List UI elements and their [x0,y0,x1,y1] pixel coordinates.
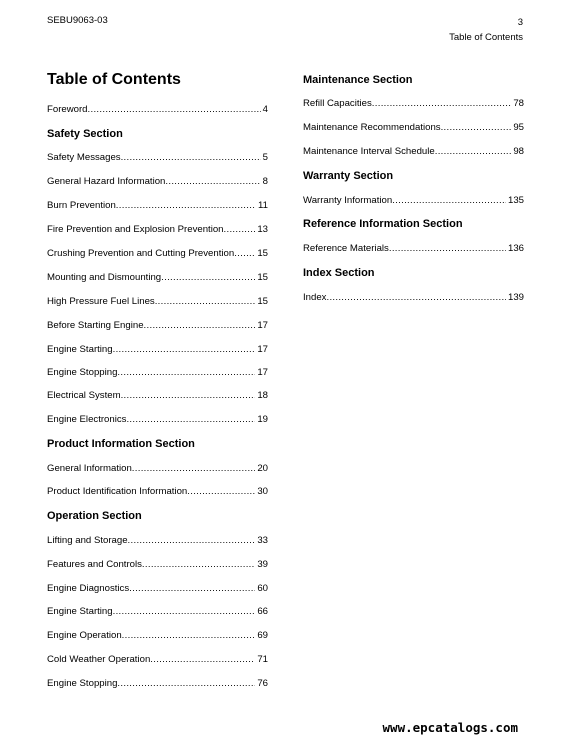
toc-entry [303,98,524,109]
entry-page-number: 135 [507,195,524,206]
entry-title: Engine Starting [47,344,113,355]
dot-leader [234,248,255,259]
entry-page-number: 66 [257,606,268,617]
dot-leader [224,224,256,235]
entry-title: Engine Diagnostics [47,583,130,594]
dot-leader [389,243,506,254]
section-heading: Product Information Section [47,438,195,450]
dot-leader [121,152,261,163]
section-heading: Reference Information Section [303,218,463,230]
entry-page-number: 39 [257,559,268,570]
toc-entry [303,122,524,133]
toc-entry [47,200,268,211]
dot-leader [326,292,506,303]
entry-page-number: 17 [257,320,268,331]
dot-leader [113,606,256,617]
toc-entry [47,559,268,570]
entry-title: Engine Operation [47,630,122,641]
section-heading: Warranty Section [303,170,394,182]
entry-title: Cold Weather Operation [47,654,151,665]
toc-entry [47,486,268,497]
dot-leader [165,176,260,187]
toc-entry [47,272,268,283]
entry-page-number: 98 [513,146,524,157]
toc-entry [47,583,268,594]
entry-page-number: 76 [257,678,268,689]
dot-leader [392,195,506,206]
running-title: Table of Contents [449,32,523,43]
entry-page-number: 18 [257,390,268,401]
entry-title: Engine Stopping [47,678,118,689]
entry-page-number: 60 [257,583,268,594]
entry-page-number: 78 [513,98,524,109]
entry-page-number: 139 [507,292,524,303]
entry-title: Engine Electronics [47,414,127,425]
toc-entry [47,535,268,546]
entry-page-number: 19 [257,414,268,425]
entry-title: Foreword [47,104,88,115]
entry-page-number: 5 [262,152,268,163]
toc-entry [303,243,524,254]
dot-leader [129,583,255,594]
section-heading: Safety Section [47,128,123,140]
dot-leader [161,272,255,283]
entry-page-number: 15 [257,272,268,283]
entry-page-number: 17 [257,367,268,378]
watermark: www.epcatalogs.com [382,720,518,735]
entry-title: Fire Prevention and Explosion Prevention [47,224,224,235]
entry-page-number: 20 [257,463,268,474]
page-header [449,15,523,45]
dot-leader [117,367,255,378]
entry-page-number: 8 [262,176,268,187]
dot-leader [155,296,256,307]
entry-page-number: 4 [262,104,268,115]
entry-title: Engine Stopping [47,367,118,378]
entry-title: General Hazard Information [47,176,166,187]
entry-title: Electrical System [47,390,121,401]
entry-title: Lifting and Storage [47,535,128,546]
toc-entry [47,630,268,641]
entry-title: Warranty Information [303,195,393,206]
entry-title: Features and Controls [47,559,142,570]
entry-title: Refill Capacities [303,98,372,109]
toc-entry [47,152,268,163]
entry-title: High Pressure Fuel Lines [47,296,155,307]
entry-title: Before Starting Engine [47,320,144,331]
entry-title: Burn Prevention [47,200,116,211]
toc-entry [303,146,524,157]
entry-page-number: 13 [257,224,268,235]
toc-entry [47,678,268,689]
toc-entry [47,176,268,187]
toc-entry [47,414,268,425]
entry-page-number: 71 [257,654,268,665]
toc-entry [47,390,268,401]
toc-entry [47,224,268,235]
entry-page-number: 136 [507,243,524,254]
entry-title: Mounting and Dismounting [47,272,162,283]
entry-title: Safety Messages [47,152,121,163]
dot-leader [441,122,512,133]
dot-leader [113,344,256,355]
dot-leader [150,654,255,665]
dot-leader [142,559,255,570]
entry-title: Crushing Prevention and Cutting Prevention [47,248,235,259]
page-number: 3 [517,17,523,28]
section-heading: Maintenance Section [303,74,413,86]
dot-leader [144,320,256,331]
toc-entry [47,344,268,355]
toc-entry [47,606,268,617]
dot-leader [128,535,256,546]
dot-leader [121,390,256,401]
toc-entry [47,296,268,307]
dot-leader [116,200,256,211]
page-title: Table of Contents [47,71,181,88]
toc-entry [47,320,268,331]
toc-entry [47,367,268,378]
entry-title: Engine Starting [47,606,113,617]
dot-leader [122,630,256,641]
entry-page-number: 69 [257,630,268,641]
toc-entry [303,195,524,206]
entry-title: General Information [47,463,132,474]
section-heading: Operation Section [47,510,142,522]
toc-entry [47,104,268,115]
toc-entry [303,292,524,303]
entry-page-number: 15 [257,248,268,259]
entry-title: Reference Materials [303,243,389,254]
section-heading: Index Section [303,267,375,279]
entry-page-number: 15 [257,296,268,307]
entry-page-number: 30 [257,486,268,497]
entry-page-number: 33 [257,535,268,546]
toc-entry [47,248,268,259]
entry-title: Maintenance Recommendations [303,122,441,133]
toc-entry [47,654,268,665]
entry-page-number: 11 [258,200,268,211]
dot-leader [187,486,255,497]
entry-title: Product Identification Information [47,486,188,497]
entry-page-number: 17 [257,344,268,355]
entry-page-number: 95 [513,122,524,133]
dot-leader [88,104,261,115]
dot-leader [372,98,512,109]
dot-leader [117,678,255,689]
dot-leader [435,146,512,157]
toc-entry [47,463,268,474]
entry-title: Index [303,292,327,303]
document-id: SEBU9063-03 [47,15,108,26]
entry-title: Maintenance Interval Schedule [303,146,435,157]
dot-leader [126,414,255,425]
dot-leader [132,463,256,474]
